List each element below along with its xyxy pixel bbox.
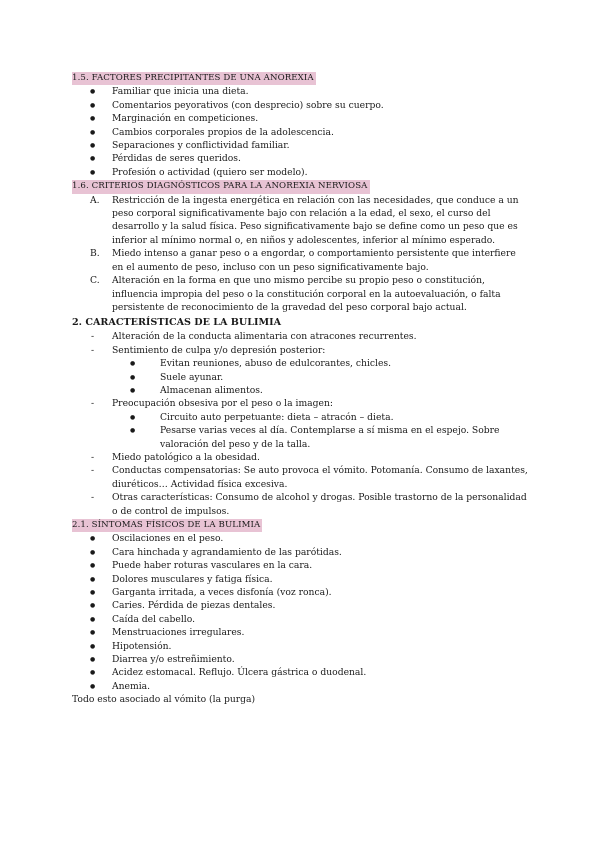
criterion-item [72,247,528,274]
sub-list-item [72,371,528,384]
list-item: ● Anemia. [72,680,528,693]
sub-item-text: ● Evitan reuniones, abuso de edulcorantes, chicles. [160,358,392,370]
sub-list-item [72,357,528,370]
closing-note: Todo esto asociado al vómito (la purga) [72,694,256,706]
diagnostic-criteria-list [72,194,528,315]
list-item: ● Puede haber roturas vasculares en la cara. [72,559,528,572]
sub-list-item [72,384,528,397]
section-1-5-heading [72,71,528,85]
sub-item-text: ● Circuito auto perpetuante: dieta – atracón – dieta. [160,411,394,423]
highlighted-title: 1.6. CRITERIOS DIAGNÓSTICOS PARA LA ANOREXIA NERVIOSA [72,180,370,193]
criterion-marker: B. [90,248,100,260]
highlighted-title: 2.1. SÍNTOMAS FÍSICOS DE LA BULIMIA [72,519,262,532]
physical-symptoms-list [72,532,528,693]
list-item: ● Cara hinchada y agrandamiento de las parótidas. [72,546,528,559]
section-2-1-heading [72,518,528,532]
criterion-text: Restricción de la ingesta energética en relación con las necesidades, que conduce a un peso corporal significativamente bajo con relación a la edad, el sexo, el curso del desarrollo y la salud física. Peso significativamente bajo se define como un peso que es inferior al mínimo normal o, en niños y adolescentes, inferior al mínimo esperado. [112,194,519,246]
criterion-item [72,194,528,248]
list-item: ● Oscilaciones en el peso. [72,532,528,545]
sub-list [72,357,528,397]
list-item: ● Marginación en competiciones. [72,112,528,125]
item-text: - Miedo patológico a la obesidad. [112,451,260,463]
document-page [72,71,528,707]
list-item: ● Comentarios peyorativos (con desprecio) sobre su cuerpo. [72,99,528,112]
highlighted-title: 1.5. FACTORES PRECIPITANTES DE UNA ANOREXIA [72,72,316,85]
list-item [72,344,528,398]
criterion-marker: A. [90,194,100,206]
sub-item-text: ● Almacenan alimentos. [160,384,263,396]
section-1-6-heading [72,179,528,193]
section-2-heading: 2. CARACTERÍSTICAS DE LA BULIMIA [72,317,282,329]
list-item [72,330,528,343]
item-text: - Sentimiento de culpa y/o depresión posterior: [112,344,326,356]
sub-item-text: ● Pesarse varias veces al día. Contemplarse a sí misma en el espejo. Sobre valoración del peso y de la talla. [160,425,500,450]
item-text: - Conductas compensatorias: Se auto provoca el vómito. Potomanía. Consumo de laxantes, diuréticos… Actividad física excesiva. [112,465,528,490]
list-item [72,397,528,451]
precipitating-factors-list [72,85,528,179]
list-item: ● Caída del cabello. [72,613,528,626]
list-item: ● Dolores musculares y fatiga física. [72,573,528,586]
list-item: ● Separaciones y conflictividad familiar. [72,139,528,152]
list-item: ● Garganta irritada, a veces disfonía (voz ronca). [72,586,528,599]
criterion-marker: C. [90,275,100,287]
list-item: ● Caries. Pérdida de piezas dentales. [72,599,528,612]
list-item: ● Profesión o actividad (quiero ser modelo). [72,166,528,179]
sub-list-item [72,424,528,451]
criterion-text: Alteración en la forma en que uno mismo percibe su propio peso o constitución, influencia impropia del peso o la constitución corporal en la autoevaluación, o falta persistente de reconocimiento de la gravedad del peso corporal bajo actual. [112,275,501,313]
item-text: - Otras características: Consumo de alcohol y drogas. Posible trastorno de la personalidad o de control de impulsos. [112,492,527,517]
list-item [72,464,528,491]
list-item: ● Cambios corporales propios de la adolescencia. [72,126,528,139]
list-item: ● Pérdidas de seres queridos. [72,152,528,165]
list-item [72,491,528,518]
list-item: ● Diarrea y/o estreñimiento. [72,653,528,666]
list-item: ● Acidez estomacal. Reflujo. Úlcera gástrica o duodenal. [72,666,528,679]
list-item [72,451,528,464]
item-text: - Alteración de la conducta alimentaria con atracones recurrentes. [112,331,417,343]
bulimia-characteristics-list [72,330,528,518]
item-text: - Preocupación obsesiva por el peso o la imagen: [112,398,333,410]
criterion-text: Miedo intenso a ganar peso o a engordar, o comportamiento persistente que interfiere en el aumento de peso, incluso con un peso significativamente bajo. [112,248,516,273]
sub-list [72,411,528,451]
sub-list-item [72,411,528,424]
sub-item-text: ● Suele ayunar. [160,371,224,383]
list-item: ● Hipotensión. [72,640,528,653]
list-item: ● Menstruaciones irregulares. [72,626,528,639]
list-item: ● Familiar que inicia una dieta. [72,85,528,98]
criterion-item [72,274,528,314]
